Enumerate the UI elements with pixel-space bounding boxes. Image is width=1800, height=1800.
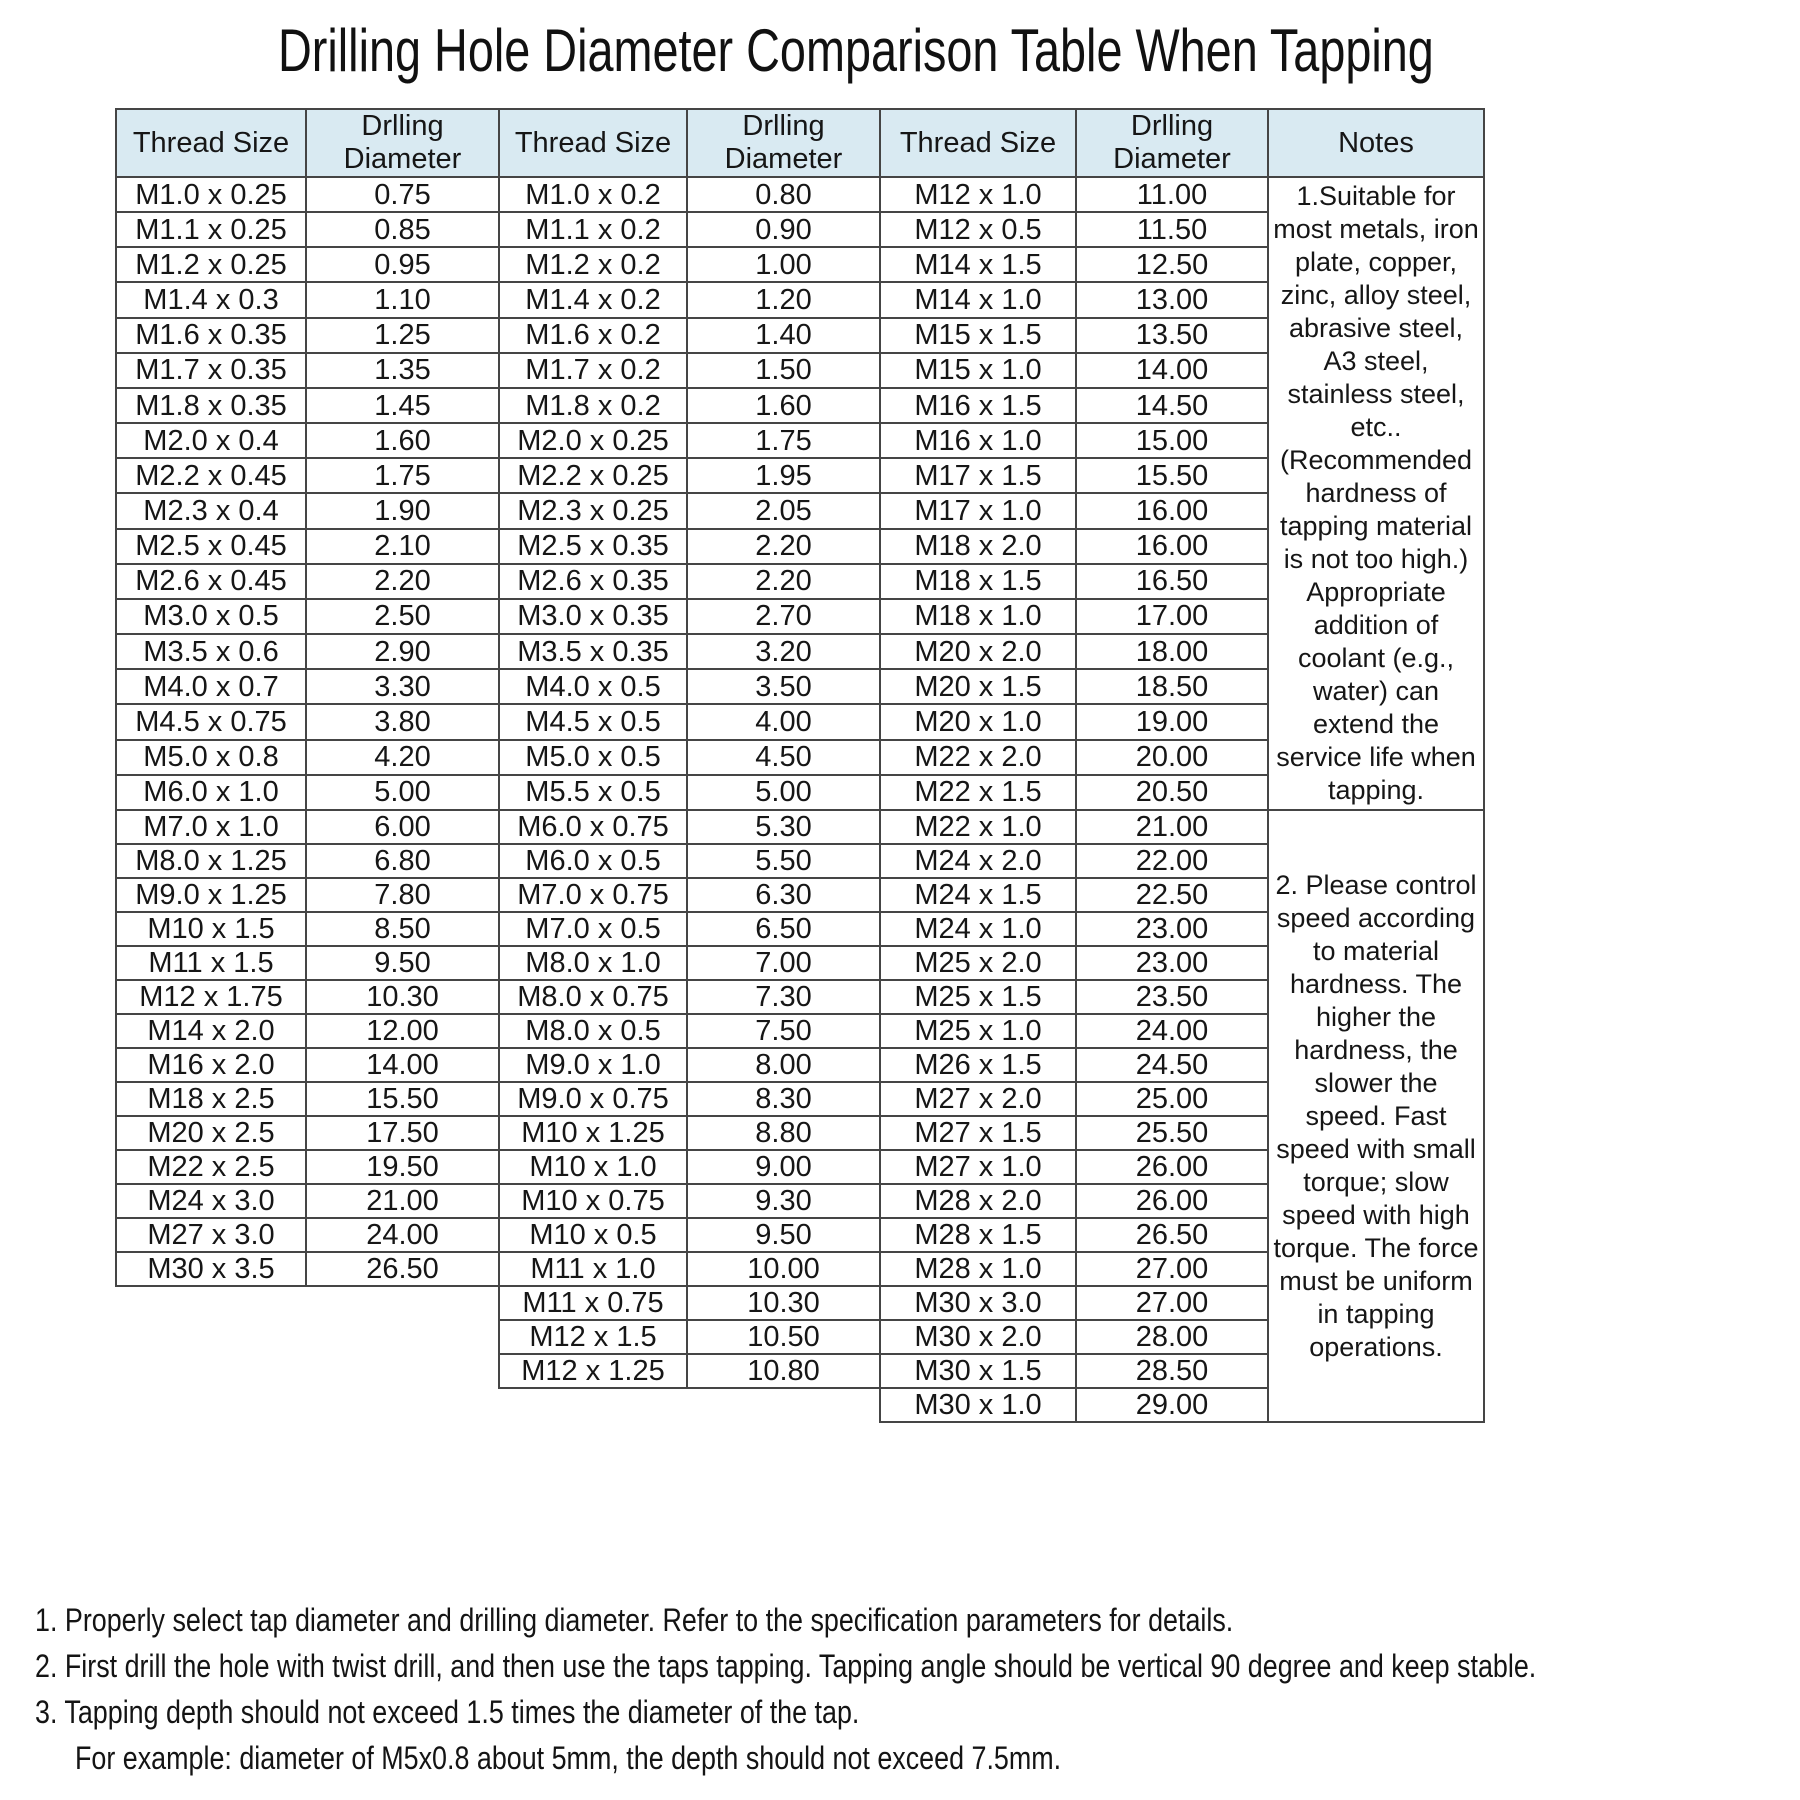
thread-size-cell: M30 x 1.0 (880, 1388, 1076, 1422)
drill-diameter-cell: 16.00 (1076, 529, 1268, 564)
thread-size-cell: M3.5 x 0.35 (499, 634, 687, 669)
thread-size-cell: M2.6 x 0.35 (499, 564, 687, 599)
thread-size-cell: M6.0 x 1.0 (116, 775, 306, 810)
thread-size-cell: M10 x 0.5 (499, 1218, 687, 1252)
drill-diameter-cell: 2.10 (306, 529, 499, 564)
drill-diameter-cell: 5.00 (687, 775, 880, 810)
thread-size-cell: M1.6 x 0.2 (499, 318, 687, 353)
footer-line-text: For example: diameter of M5x0.8 about 5mm, the depth should not exceed 7.5mm. (75, 1740, 1062, 1776)
drill-diameter-cell: 15.00 (1076, 423, 1268, 458)
thread-size-cell: M1.2 x 0.2 (499, 247, 687, 282)
empty-cell (116, 1388, 306, 1422)
drill-diameter-cell: 1.75 (687, 423, 880, 458)
drill-diameter-cell: 29.00 (1076, 1388, 1268, 1422)
drill-diameter-cell: 26.00 (1076, 1184, 1268, 1218)
footer-line-text: 2. First drill the hole with twist drill, and then use the taps tapping. Tapping angle should be vertical 90 degree and keep stable. (35, 1648, 1537, 1684)
drill-diameter-cell: 16.00 (1076, 493, 1268, 528)
drill-diameter-cell: 10.00 (687, 1252, 880, 1286)
thread-size-cell: M2.6 x 0.45 (116, 564, 306, 599)
thread-size-cell: M11 x 0.75 (499, 1286, 687, 1320)
drill-diameter-cell: 1.20 (687, 282, 880, 317)
thread-size-cell: M11 x 1.5 (116, 946, 306, 980)
thread-size-cell: M20 x 2.0 (880, 634, 1076, 669)
thread-size-cell: M20 x 1.0 (880, 704, 1076, 739)
thread-size-cell: M25 x 2.0 (880, 946, 1076, 980)
drill-diameter-cell: 8.50 (306, 912, 499, 946)
col-header-drill-diameter-2: Drlling Diameter (687, 109, 880, 177)
table-header-row (116, 109, 1484, 177)
thread-size-cell: M4.0 x 0.7 (116, 669, 306, 704)
thread-size-cell: M8.0 x 0.5 (499, 1014, 687, 1048)
drill-diameter-cell: 15.50 (306, 1082, 499, 1116)
thread-size-cell: M25 x 1.0 (880, 1014, 1076, 1048)
thread-size-cell: M18 x 1.0 (880, 599, 1076, 634)
drill-diameter-cell: 10.80 (687, 1354, 880, 1388)
thread-size-cell: M1.8 x 0.2 (499, 388, 687, 423)
thread-size-cell: M1.6 x 0.35 (116, 318, 306, 353)
empty-cell (499, 1388, 687, 1422)
drill-diameter-cell: 11.50 (1076, 212, 1268, 247)
notes-cell-2: 2. Please control speed according to material hardness. The higher the hardness, the slower the speed. Fast speed with small torque; slow speed with high torque. The force must be uniform in tapping operations. (1268, 810, 1484, 1422)
notes-cell-1: 1.Suitable for most metals, iron plate, copper, zinc, alloy steel, abrasive steel, A3 steel, stainless steel, etc..(Recommended hardness of tapping material is not too high.) Appropriate addition of coolant (e.g., water) can extend the service life when tapping. (1268, 177, 1484, 810)
drill-diameter-cell: 26.50 (1076, 1218, 1268, 1252)
drill-diameter-cell: 23.00 (1076, 946, 1268, 980)
col-header-drill-diameter-1: Drlling Diameter (306, 109, 499, 177)
drill-diameter-cell: 13.50 (1076, 318, 1268, 353)
thread-size-cell: M27 x 1.0 (880, 1150, 1076, 1184)
drill-diameter-cell: 8.30 (687, 1082, 880, 1116)
thread-size-cell: M18 x 1.5 (880, 564, 1076, 599)
drill-diameter-cell: 27.00 (1076, 1286, 1268, 1320)
drill-diameter-cell: 1.45 (306, 388, 499, 423)
drill-diameter-cell: 7.00 (687, 946, 880, 980)
drill-diameter-cell: 10.30 (687, 1286, 880, 1320)
drill-diameter-cell: 24.00 (306, 1218, 499, 1252)
drill-diameter-cell: 25.00 (1076, 1082, 1268, 1116)
drill-diameter-cell: 0.85 (306, 212, 499, 247)
thread-size-cell: M10 x 1.25 (499, 1116, 687, 1150)
thread-size-cell: M1.2 x 0.25 (116, 247, 306, 282)
drill-diameter-cell: 3.80 (306, 704, 499, 739)
thread-size-cell: M30 x 3.5 (116, 1252, 306, 1286)
thread-size-cell: M7.0 x 1.0 (116, 810, 306, 844)
thread-size-cell: M5.0 x 0.5 (499, 740, 687, 775)
thread-size-cell: M24 x 1.5 (880, 878, 1076, 912)
drill-diameter-cell: 18.00 (1076, 634, 1268, 669)
drill-diameter-cell: 0.80 (687, 177, 880, 212)
drill-diameter-cell: 0.90 (687, 212, 880, 247)
footer-line-text: 3. Tapping depth should not exceed 1.5 times the diameter of the tap. (35, 1694, 860, 1730)
thread-size-cell: M16 x 1.5 (880, 388, 1076, 423)
col-header-thread-size-2: Thread Size (499, 109, 687, 177)
drill-diameter-cell: 27.00 (1076, 1252, 1268, 1286)
thread-size-cell: M28 x 1.5 (880, 1218, 1076, 1252)
page-title (115, 16, 1483, 85)
thread-size-cell: M1.1 x 0.2 (499, 212, 687, 247)
thread-size-cell: M2.0 x 0.4 (116, 423, 306, 458)
thread-size-cell: M14 x 1.0 (880, 282, 1076, 317)
drill-diameter-cell: 22.00 (1076, 844, 1268, 878)
thread-size-cell: M3.5 x 0.6 (116, 634, 306, 669)
thread-size-cell: M15 x 1.0 (880, 353, 1076, 388)
drill-diameter-cell: 8.00 (687, 1048, 880, 1082)
drill-diameter-cell: 1.90 (306, 493, 499, 528)
thread-size-cell: M22 x 1.5 (880, 775, 1076, 810)
drill-diameter-cell: 2.70 (687, 599, 880, 634)
thread-size-cell: M2.5 x 0.35 (499, 529, 687, 564)
drill-diameter-cell: 4.00 (687, 704, 880, 739)
thread-size-cell: M10 x 1.0 (499, 1150, 687, 1184)
empty-cell (116, 1286, 306, 1320)
drill-diameter-cell: 2.20 (306, 564, 499, 599)
thread-size-cell: M26 x 1.5 (880, 1048, 1076, 1082)
drill-diameter-cell: 19.50 (306, 1150, 499, 1184)
drill-diameter-cell: 5.30 (687, 810, 880, 844)
drill-diameter-cell: 6.50 (687, 912, 880, 946)
thread-size-cell: M8.0 x 1.0 (499, 946, 687, 980)
drill-diameter-cell: 23.50 (1076, 980, 1268, 1014)
thread-size-cell: M2.2 x 0.25 (499, 458, 687, 493)
drill-diameter-cell: 1.60 (687, 388, 880, 423)
drill-diameter-cell: 14.00 (306, 1048, 499, 1082)
drill-diameter-cell: 1.25 (306, 318, 499, 353)
drill-diameter-cell: 20.50 (1076, 775, 1268, 810)
thread-size-cell: M8.0 x 0.75 (499, 980, 687, 1014)
drill-diameter-cell: 24.00 (1076, 1014, 1268, 1048)
thread-size-cell: M30 x 2.0 (880, 1320, 1076, 1354)
drill-diameter-table (115, 108, 1485, 1423)
thread-size-cell: M30 x 3.0 (880, 1286, 1076, 1320)
drill-diameter-cell: 21.00 (1076, 810, 1268, 844)
drill-diameter-cell: 7.30 (687, 980, 880, 1014)
thread-size-cell: M28 x 1.0 (880, 1252, 1076, 1286)
footer-notes (35, 1602, 1795, 1786)
drill-diameter-cell: 19.00 (1076, 704, 1268, 739)
drill-diameter-cell: 11.00 (1076, 177, 1268, 212)
thread-size-cell: M5.5 x 0.5 (499, 775, 687, 810)
drill-diameter-cell: 26.50 (306, 1252, 499, 1286)
drill-diameter-cell: 1.75 (306, 458, 499, 493)
drill-diameter-cell: 28.50 (1076, 1354, 1268, 1388)
thread-size-cell: M9.0 x 1.0 (499, 1048, 687, 1082)
drill-diameter-cell: 2.20 (687, 564, 880, 599)
drill-diameter-cell: 1.35 (306, 353, 499, 388)
thread-size-cell: M8.0 x 1.25 (116, 844, 306, 878)
thread-size-cell: M2.2 x 0.45 (116, 458, 306, 493)
thread-size-cell: M4.5 x 0.5 (499, 704, 687, 739)
drill-diameter-cell: 14.00 (1076, 353, 1268, 388)
drill-diameter-cell: 24.50 (1076, 1048, 1268, 1082)
thread-size-cell: M1.7 x 0.2 (499, 353, 687, 388)
table-body (116, 177, 1484, 1422)
thread-size-cell: M27 x 2.0 (880, 1082, 1076, 1116)
drill-diameter-cell: 17.50 (306, 1116, 499, 1150)
drill-diameter-cell: 1.95 (687, 458, 880, 493)
drill-diameter-cell: 28.00 (1076, 1320, 1268, 1354)
drill-diameter-cell: 6.30 (687, 878, 880, 912)
thread-size-cell: M25 x 1.5 (880, 980, 1076, 1014)
col-header-drill-diameter-3: Drlling Diameter (1076, 109, 1268, 177)
empty-cell (306, 1388, 499, 1422)
thread-size-cell: M2.3 x 0.25 (499, 493, 687, 528)
drill-diameter-cell: 4.20 (306, 740, 499, 775)
drill-diameter-cell: 2.50 (306, 599, 499, 634)
thread-size-cell: M24 x 2.0 (880, 844, 1076, 878)
drill-diameter-cell: 2.90 (306, 634, 499, 669)
drill-diameter-cell: 1.00 (687, 247, 880, 282)
drill-diameter-cell: 14.50 (1076, 388, 1268, 423)
empty-cell (306, 1320, 499, 1354)
thread-size-cell: M20 x 1.5 (880, 669, 1076, 704)
drill-diameter-cell: 5.50 (687, 844, 880, 878)
thread-size-cell: M20 x 2.5 (116, 1116, 306, 1150)
thread-size-cell: M1.8 x 0.35 (116, 388, 306, 423)
thread-size-cell: M2.0 x 0.25 (499, 423, 687, 458)
drill-diameter-cell: 23.00 (1076, 912, 1268, 946)
drill-diameter-cell: 8.80 (687, 1116, 880, 1150)
thread-size-cell: M6.0 x 0.75 (499, 810, 687, 844)
footer-line-3 (35, 1694, 1795, 1740)
empty-cell (306, 1286, 499, 1320)
thread-size-cell: M4.0 x 0.5 (499, 669, 687, 704)
thread-size-cell: M1.1 x 0.25 (116, 212, 306, 247)
drill-diameter-cell: 1.10 (306, 282, 499, 317)
thread-size-cell: M27 x 1.5 (880, 1116, 1076, 1150)
drill-diameter-cell: 3.50 (687, 669, 880, 704)
drill-diameter-cell: 12.50 (1076, 247, 1268, 282)
drill-diameter-cell: 21.00 (306, 1184, 499, 1218)
drill-diameter-cell: 12.00 (306, 1014, 499, 1048)
drill-diameter-cell: 6.80 (306, 844, 499, 878)
thread-size-cell: M14 x 2.0 (116, 1014, 306, 1048)
drill-diameter-cell: 7.80 (306, 878, 499, 912)
empty-cell (687, 1388, 880, 1422)
thread-size-cell: M12 x 1.25 (499, 1354, 687, 1388)
footer-line-1 (35, 1602, 1795, 1648)
drill-diameter-cell: 0.75 (306, 177, 499, 212)
drill-diameter-cell: 15.50 (1076, 458, 1268, 493)
drill-diameter-cell: 7.50 (687, 1014, 880, 1048)
drill-diameter-cell: 13.00 (1076, 282, 1268, 317)
page-title-text: Drilling Hole Diameter Comparison Table When Tapping (278, 17, 1434, 84)
drill-diameter-cell: 2.20 (687, 529, 880, 564)
thread-size-cell: M18 x 2.5 (116, 1082, 306, 1116)
table-row (116, 177, 1484, 212)
thread-size-cell: M30 x 1.5 (880, 1354, 1076, 1388)
thread-size-cell: M11 x 1.0 (499, 1252, 687, 1286)
table-row (116, 810, 1484, 844)
footer-line-2 (35, 1648, 1795, 1694)
thread-size-cell: M12 x 1.0 (880, 177, 1076, 212)
thread-size-cell: M22 x 1.0 (880, 810, 1076, 844)
thread-size-cell: M28 x 2.0 (880, 1184, 1076, 1218)
col-header-notes: Notes (1268, 109, 1484, 177)
thread-size-cell: M22 x 2.5 (116, 1150, 306, 1184)
thread-size-cell: M10 x 0.75 (499, 1184, 687, 1218)
drill-diameter-cell: 4.50 (687, 740, 880, 775)
thread-size-cell: M16 x 1.0 (880, 423, 1076, 458)
thread-size-cell: M12 x 1.75 (116, 980, 306, 1014)
drill-diameter-cell: 10.50 (687, 1320, 880, 1354)
thread-size-cell: M9.0 x 1.25 (116, 878, 306, 912)
drill-diameter-cell: 26.00 (1076, 1150, 1268, 1184)
thread-size-cell: M22 x 2.0 (880, 740, 1076, 775)
drill-diameter-cell: 18.50 (1076, 669, 1268, 704)
drill-diameter-cell: 9.50 (687, 1218, 880, 1252)
col-header-thread-size-3: Thread Size (880, 109, 1076, 177)
drill-diameter-cell: 20.00 (1076, 740, 1268, 775)
thread-size-cell: M3.0 x 0.5 (116, 599, 306, 634)
thread-size-cell: M12 x 0.5 (880, 212, 1076, 247)
thread-size-cell: M17 x 1.5 (880, 458, 1076, 493)
thread-size-cell: M12 x 1.5 (499, 1320, 687, 1354)
thread-size-cell: M7.0 x 0.75 (499, 878, 687, 912)
drill-diameter-cell: 3.30 (306, 669, 499, 704)
drill-diameter-cell: 25.50 (1076, 1116, 1268, 1150)
footer-line-text: 1. Properly select tap diameter and drilling diameter. Refer to the specification parameters for details. (35, 1602, 1234, 1638)
thread-size-cell: M15 x 1.5 (880, 318, 1076, 353)
thread-size-cell: M27 x 3.0 (116, 1218, 306, 1252)
thread-size-cell: M1.0 x 0.25 (116, 177, 306, 212)
drill-diameter-cell: 16.50 (1076, 564, 1268, 599)
thread-size-cell: M1.7 x 0.35 (116, 353, 306, 388)
empty-cell (306, 1354, 499, 1388)
thread-size-cell: M1.0 x 0.2 (499, 177, 687, 212)
drill-diameter-cell: 1.40 (687, 318, 880, 353)
drill-diameter-cell: 3.20 (687, 634, 880, 669)
footer-line-4 (35, 1740, 1795, 1786)
thread-size-cell: M14 x 1.5 (880, 247, 1076, 282)
drill-diameter-cell: 9.00 (687, 1150, 880, 1184)
thread-size-cell: M9.0 x 0.75 (499, 1082, 687, 1116)
thread-size-cell: M2.5 x 0.45 (116, 529, 306, 564)
drill-diameter-cell: 1.50 (687, 353, 880, 388)
empty-cell (116, 1320, 306, 1354)
thread-size-cell: M5.0 x 0.8 (116, 740, 306, 775)
thread-size-cell: M4.5 x 0.75 (116, 704, 306, 739)
col-header-thread-size-1: Thread Size (116, 109, 306, 177)
thread-size-cell: M7.0 x 0.5 (499, 912, 687, 946)
thread-size-cell: M3.0 x 0.35 (499, 599, 687, 634)
thread-size-cell: M10 x 1.5 (116, 912, 306, 946)
thread-size-cell: M18 x 2.0 (880, 529, 1076, 564)
thread-size-cell: M24 x 1.0 (880, 912, 1076, 946)
drill-diameter-cell: 0.95 (306, 247, 499, 282)
drill-diameter-cell: 2.05 (687, 493, 880, 528)
thread-size-cell: M24 x 3.0 (116, 1184, 306, 1218)
thread-size-cell: M6.0 x 0.5 (499, 844, 687, 878)
drill-diameter-cell: 17.00 (1076, 599, 1268, 634)
empty-cell (116, 1354, 306, 1388)
thread-size-cell: M1.4 x 0.2 (499, 282, 687, 317)
thread-size-cell: M1.4 x 0.3 (116, 282, 306, 317)
drill-diameter-cell: 22.50 (1076, 878, 1268, 912)
thread-size-cell: M16 x 2.0 (116, 1048, 306, 1082)
thread-size-cell: M17 x 1.0 (880, 493, 1076, 528)
thread-size-cell: M2.3 x 0.4 (116, 493, 306, 528)
drill-diameter-cell: 5.00 (306, 775, 499, 810)
drill-diameter-cell: 9.30 (687, 1184, 880, 1218)
drill-diameter-cell: 9.50 (306, 946, 499, 980)
drill-diameter-cell: 6.00 (306, 810, 499, 844)
drill-diameter-cell: 10.30 (306, 980, 499, 1014)
drill-diameter-cell: 1.60 (306, 423, 499, 458)
